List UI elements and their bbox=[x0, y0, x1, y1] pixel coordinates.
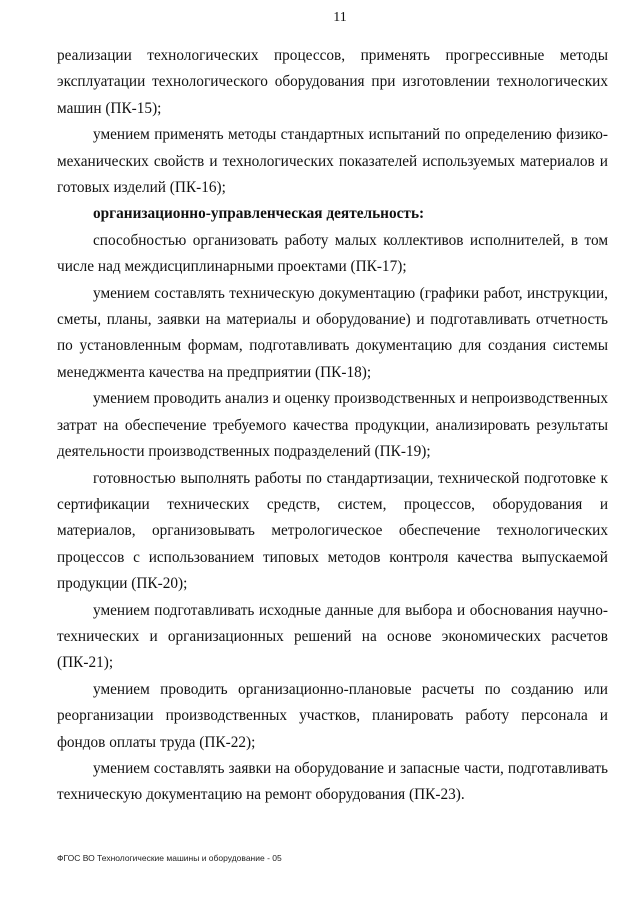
page-number: 11 bbox=[333, 10, 347, 25]
paragraph-pk20: готовностью выполнять работы по стандартизации, технической подготовке к сертификации технических средств, систем, процессов, оборудования и материалов, организовывать метрологическое обеспечение технологических процессов с использованием типовых методов контроля качества выпускаемой продукции (ПК-20); bbox=[57, 469, 608, 593]
paragraph-pk15-continuation: реализации технологических процессов, применять прогрессивные методы эксплуатации технологического оборудования при изготовлении технологических машин (ПК-15); bbox=[57, 47, 608, 117]
page-footer: ФГОС ВО Технологические машины и оборудование - 05 bbox=[57, 853, 282, 863]
paragraph-pk21: умением подготавливать исходные данные для выбора и обоснования научно-технических и организационных решений на основе экономических расчетов (ПК-21); bbox=[57, 601, 608, 672]
document-body bbox=[57, 43, 608, 809]
paragraph-pk16: умением применять методы стандартных испытаний по определению физико-механических свойств и технологических показателей используемых материалов и готовых изделий (ПК-16); bbox=[57, 126, 608, 197]
paragraph-pk22: умением проводить организационно-плановые расчеты по созданию или реорганизации производственных участков, планировать работу персонала и фондов оплаты труда (ПК-22); bbox=[57, 680, 608, 751]
paragraph-pk19: умением проводить анализ и оценку производственных и непроизводственных затрат на обеспечение требуемого качества продукции, анализировать результаты деятельности производственных подразделений (ПК-19); bbox=[57, 390, 608, 461]
paragraph-pk18: умением составлять техническую документацию (графики работ, инструкции, сметы, планы, заявки на материалы и оборудование) и подготавливать отчетность по установленным формам, подготавливать документацию для создания системы менеджмента качества на предприятии (ПК-18); bbox=[57, 284, 608, 381]
paragraph-pk23: умением составлять заявки на оборудование и запасные части, подготавливать техническую документацию на ремонт оборудования (ПК-23). bbox=[57, 759, 608, 804]
paragraph-pk17: способностью организовать работу малых коллективов исполнителей, в том числе над междисциплинарными проектами (ПК-17); bbox=[57, 231, 608, 276]
section-heading: организационно-управленческая деятельность: bbox=[93, 205, 425, 223]
